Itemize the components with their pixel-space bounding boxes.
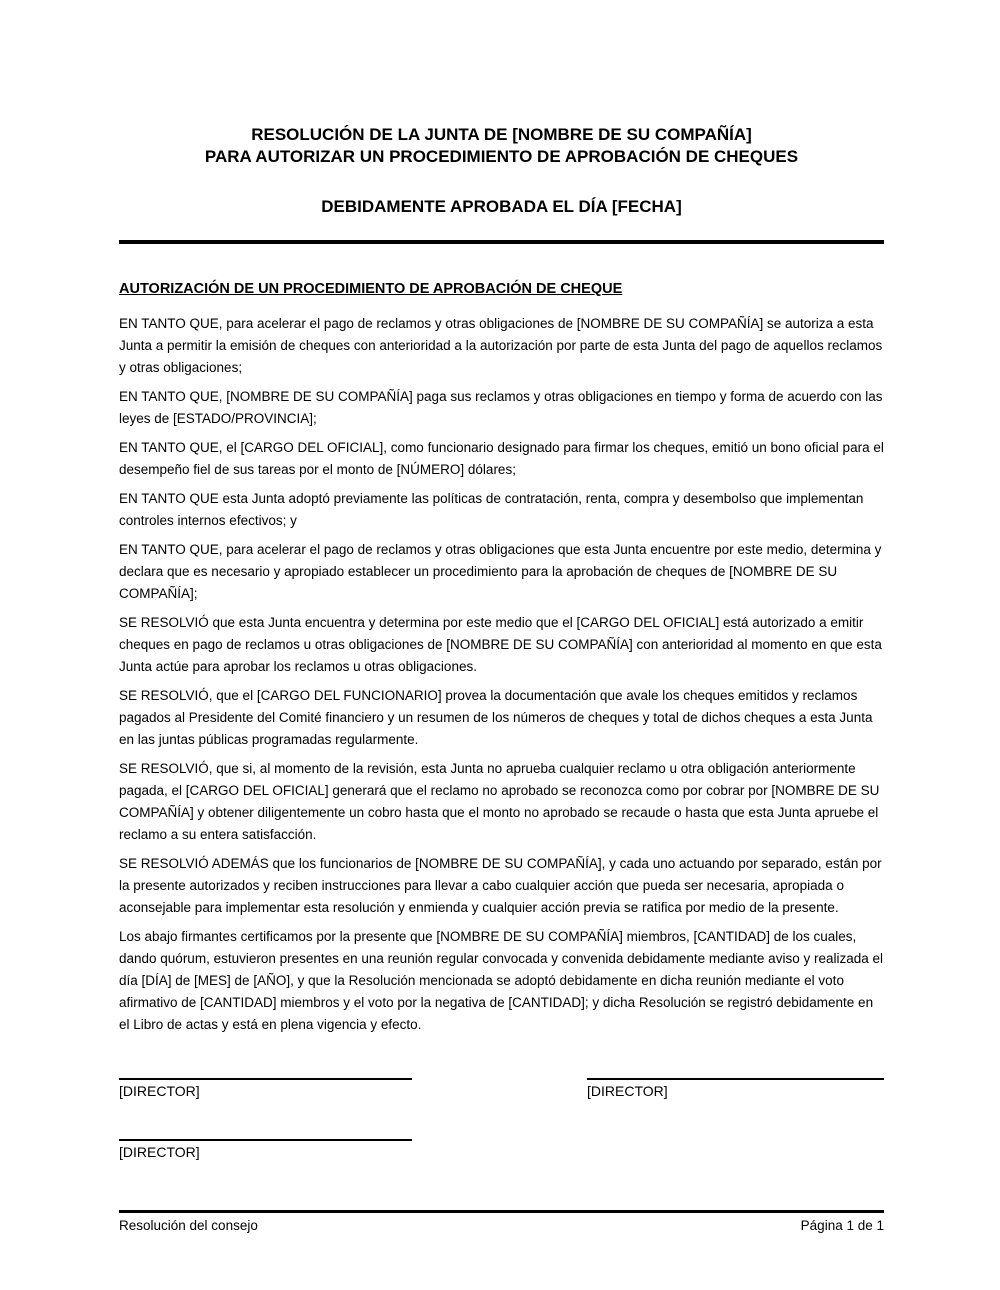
signature-block-1 bbox=[119, 1078, 412, 1101]
document-title bbox=[119, 124, 884, 168]
document-body bbox=[119, 313, 884, 1036]
paragraph-whereas-3: EN TANTO QUE, el [CARGO DEL OFICIAL], como funcionario designado para firmar los cheques, emitió un bono oficial para el desempeño fiel de sus tareas por el monto de [NÚMERO] dólares; bbox=[119, 440, 884, 477]
document-subtitle: DEBIDAMENTE APROBADA EL DÍA [FECHA] bbox=[321, 197, 682, 216]
signature-label: [DIRECTOR] bbox=[119, 1083, 200, 1099]
footer-divider-rule bbox=[119, 1210, 884, 1213]
footer-document-name: Resolución del consejo bbox=[119, 1218, 258, 1233]
title-line-1: RESOLUCIÓN DE LA JUNTA DE [NOMBRE DE SU COMPAÑÍA] bbox=[251, 125, 752, 144]
footer-page-number: Página 1 de 1 bbox=[800, 1218, 884, 1233]
signature-line bbox=[119, 1078, 412, 1080]
signature-block-3 bbox=[119, 1139, 412, 1162]
signature-block-2 bbox=[587, 1078, 884, 1101]
signature-row-1 bbox=[119, 1078, 884, 1101]
signature-section bbox=[119, 1078, 884, 1162]
signature-label: [DIRECTOR] bbox=[119, 1144, 200, 1160]
paragraph-resolved-further: SE RESOLVIÓ ADEMÁS que los funcionarios de [NOMBRE DE SU COMPAÑÍA], y cada uno actuando por separado, están por la presente autorizados y reciben instrucciones para llevar a cabo cualquier acción que pueda ser necesaria, apropiada o aconsejable para implementar esta resolución y enmienda y cualquier acción previa se ratifica por medio de la presente. bbox=[119, 856, 882, 915]
signature-label: [DIRECTOR] bbox=[587, 1083, 668, 1099]
paragraph-whereas-4: EN TANTO QUE esta Junta adoptó previamente las políticas de contratación, renta, compra y desembolso que implementan controles internos efectivos; y bbox=[119, 491, 864, 528]
paragraph-whereas-5: EN TANTO QUE, para acelerar el pago de reclamos y otras obligaciones que esta Junta encuentre por este medio, determina y declara que es necesario y apropiado establecer un procedimiento para la aprobación de cheques de [NOMBRE DE SU COMPAÑÍA]; bbox=[119, 542, 882, 601]
paragraph-resolved-3: SE RESOLVIÓ, que si, al momento de la revisión, esta Junta no aprueba cualquier reclamo u otra obligación anteriormente pagada, el [CARGO DEL OFICIAL] generará que el reclamo no aprobado se reconozca como por cobrar por [NOMBRE DE SU COMPAÑÍA] y obtener diligentemente un cobro hasta que el monto no aprobado se recaude o hasta que esta Junta apruebe el reclamo a su entera satisfacción. bbox=[119, 761, 880, 842]
header-divider-rule bbox=[119, 240, 884, 244]
footer-row bbox=[119, 1217, 884, 1235]
paragraph-resolved-1: SE RESOLVIÓ que esta Junta encuentra y determina por este medio que el [CARGO DEL OFICIAL] está autorizado a emitir cheques en pago de reclamos u otras obligaciones de [NOMBRE DE SU COMPAÑÍA] con anterioridad al momento en que esta Junta actúe para aprobar los reclamos u otras obligaciones. bbox=[119, 615, 882, 674]
paragraph-certification: Los abajo firmantes certificamos por la presente que [NOMBRE DE SU COMPAÑÍA] miembros, [CANTIDAD] de los cuales, dando quórum, estuvieron presentes en una reunión regular convocada y convenida debidamente mediante aviso y realizada el día [DÍA] de [MES] de [AÑO], y que la Resolución mencionada se adoptó debidamente en dicha reunión mediante el voto afirmativo de [CANTIDAD] miembros y el voto por la negativa de [CANTIDAD]; y dicha Resolución se registró debidamente en el Libro de actas y está en plena vigencia y efecto. bbox=[119, 929, 883, 1032]
page-footer bbox=[119, 1210, 884, 1235]
paragraph-resolved-2: SE RESOLVIÓ, que el [CARGO DEL FUNCIONARIO] provea la documentación que avale los cheques emitidos y reclamos pagados al Presidente del Comité financiero y un resumen de los números de cheques y total de dichos cheques a esta Junta en las juntas públicas programadas regularmente. bbox=[119, 688, 873, 747]
title-line-2: PARA AUTORIZAR UN PROCEDIMIENTO DE APROBACIÓN DE CHEQUES bbox=[204, 147, 799, 166]
signature-row-2 bbox=[119, 1139, 884, 1162]
signature-line bbox=[587, 1078, 884, 1080]
paragraph-whereas-2: EN TANTO QUE, [NOMBRE DE SU COMPAÑÍA] paga sus reclamos y otras obligaciones en tiempo y forma de acuerdo con las leyes de [ESTADO/PROVINCIA]; bbox=[119, 389, 883, 426]
signature-line bbox=[119, 1139, 412, 1141]
paragraph-whereas-1: EN TANTO QUE, para acelerar el pago de reclamos y otras obligaciones de [NOMBRE DE SU COMPAÑÍA] se autoriza a esta Junta a permitir la emisión de cheques con anterioridad a la autorización por parte de esta Junta del pago de aquellos reclamos y otras obligaciones; bbox=[119, 316, 883, 375]
section-heading: AUTORIZACIÓN DE UN PROCEDIMIENTO DE APROBACIÓN DE CHEQUE bbox=[119, 281, 623, 297]
